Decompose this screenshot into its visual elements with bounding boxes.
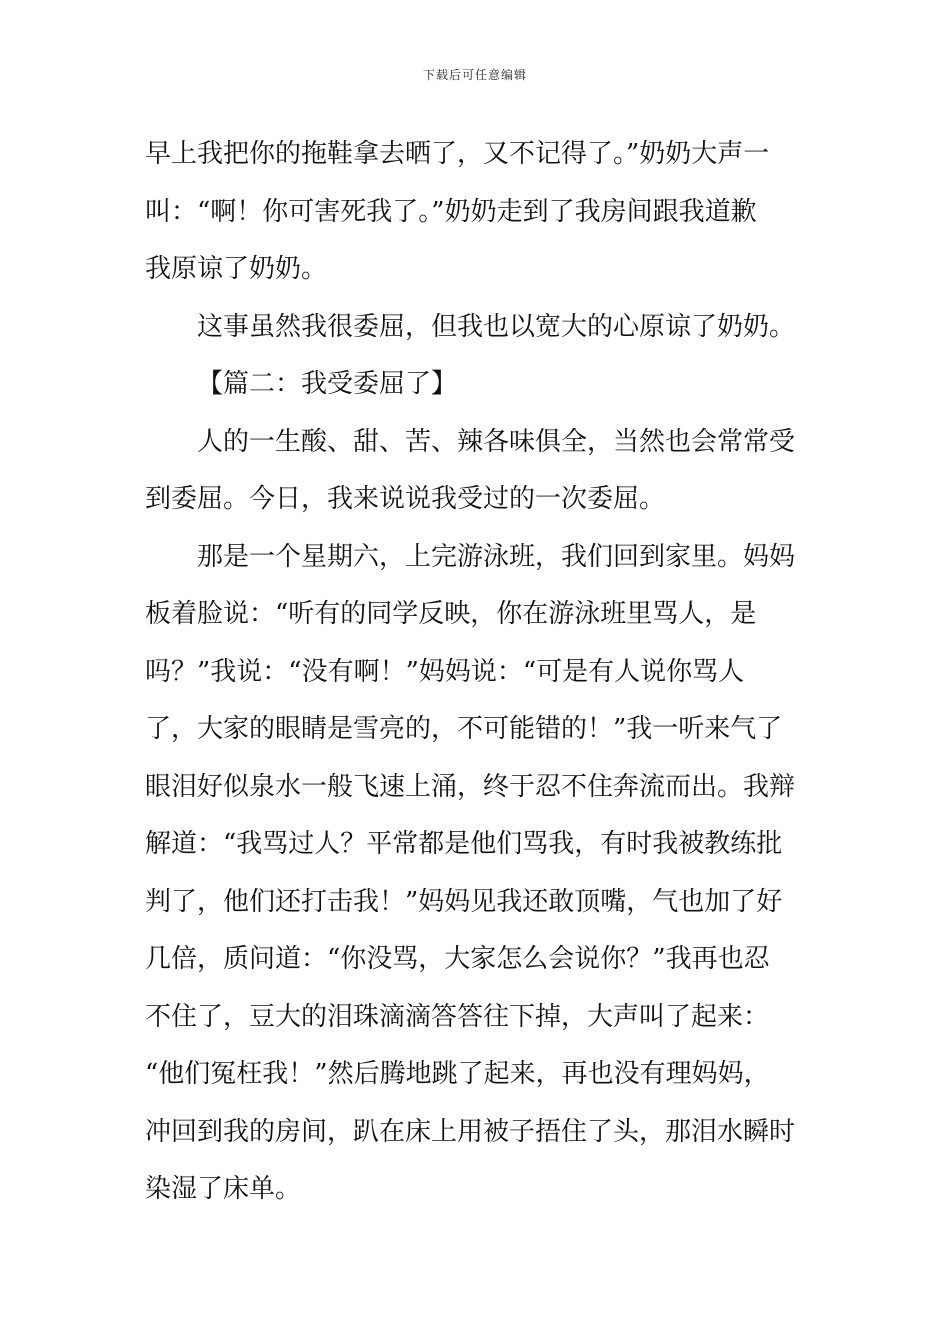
text-line: 冲回到我的房间，趴在床上用被子捂住了头，那泪水瞬时 [145,1116,796,1147]
text-line: 叫：“啊！你可害死我了。”奶奶走到了我房间跟我道歉 [145,196,757,227]
text-line: “他们冤枉我！”然后腾地跳了起来，再也没有理妈妈， [145,1059,770,1089]
text-line: 眼泪好似泉水一般飞速上涌，终于忍不住奔流而出。我辩 [145,771,796,802]
text-line: 判了，他们还打击我！”妈妈见我还敢顶嘴，气也加了好 [145,886,783,917]
text-line: 我原谅了奶奶。 [145,254,328,284]
text-line: 几倍，质问道：“你没骂，大家怎么会说你？”我再也忍 [145,944,770,974]
paragraph-start: 这事虽然我很委屈，但我也以宽大的心原谅了奶奶。 [197,311,796,342]
text-line: 了，大家的眼睛是雪亮的，不可能错的！”我一听来气了 [145,714,783,744]
text-line: 板着脸说：“听有的同学反映，你在游泳班里骂人，是 [145,599,757,629]
paragraph-start: 那是一个星期六，上完游泳班，我们回到家里。妈妈 [197,541,796,572]
text-line: 吗？”我说：“没有啊！”妈妈说：“可是有人说你骂人 [145,656,745,687]
text-line: 解道：“我骂过人？平常都是他们骂我，有时我被教练批 [145,829,783,859]
text-line: 染湿了床单。 [145,1174,302,1204]
page-header: 下载后可任意编辑 [422,68,527,82]
text-line: 早上我把你的拖鞋拿去晒了，又不记得了。”奶奶大声一 [145,139,770,169]
section-title: 【篇二：我受委屈了】 [197,369,458,399]
text-line: 不住了，豆大的泪珠滴滴答答往下掉，大声叫了起来： [145,1001,770,1032]
document-body [145,126,805,1219]
text-line: 到委屈。今日，我来说说我受过的一次委屈。 [145,484,666,514]
paragraph-start: 人的一生酸、甜、苦、辣各味俱全，当然也会常常受 [197,426,796,457]
